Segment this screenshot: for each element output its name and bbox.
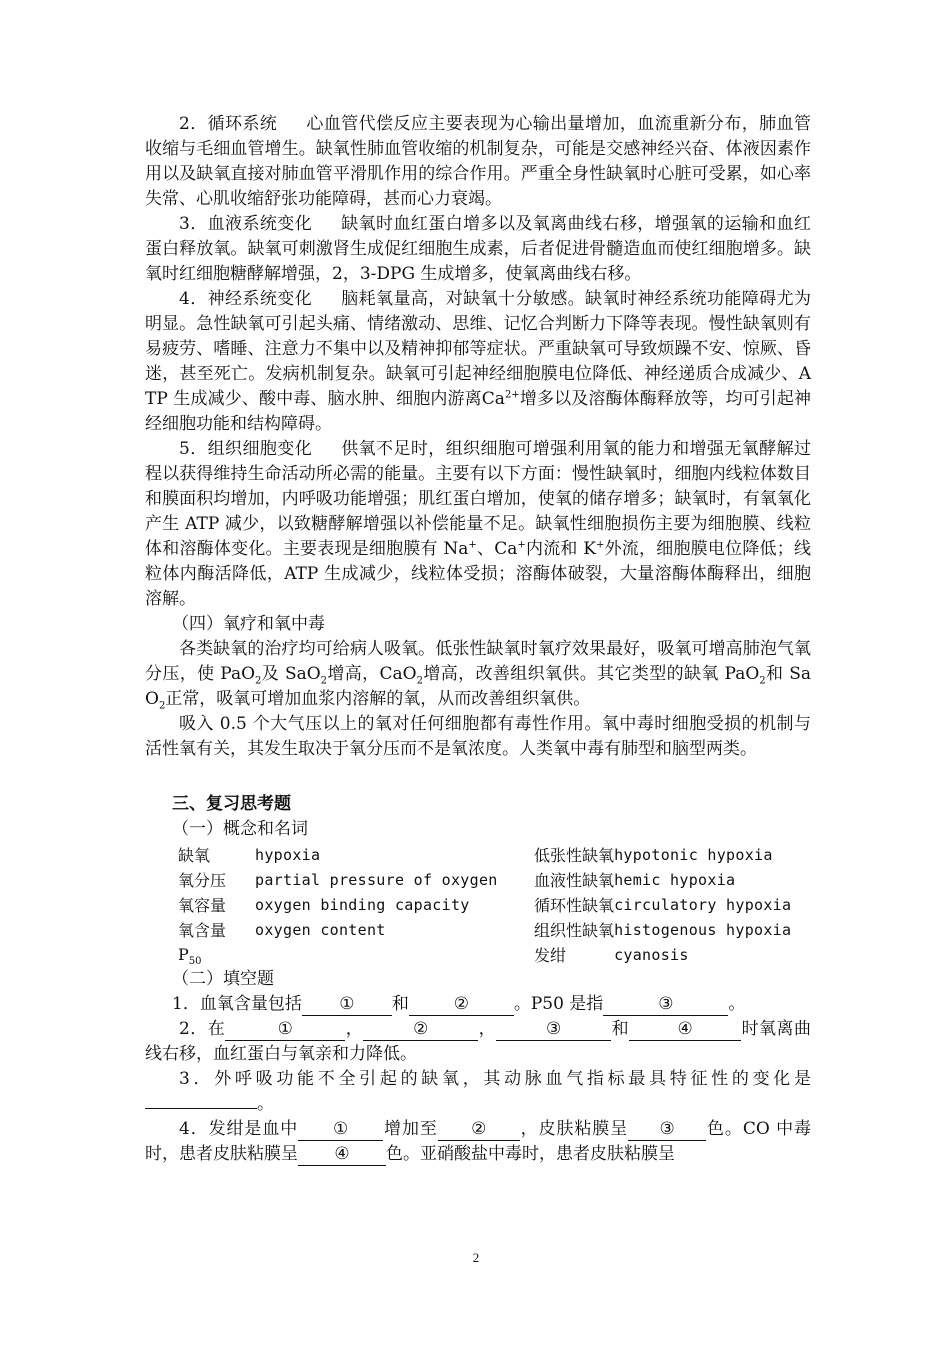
term-chinese-text: 氧容量 bbox=[178, 896, 227, 915]
term-chinese-text: 氧含量 bbox=[178, 921, 227, 940]
blank-2-3[interactable]: ③ bbox=[496, 1019, 611, 1041]
terms-table bbox=[178, 842, 818, 967]
term-english-2-text: histogenous hypoxia bbox=[614, 920, 792, 939]
term-row bbox=[178, 942, 818, 967]
calcium-charge-2: + bbox=[517, 539, 526, 551]
blank-2-1[interactable]: ① bbox=[225, 1019, 345, 1041]
term-chinese-2-text: 血液性缺氧 bbox=[534, 871, 615, 890]
q3-text-a: 3．外呼吸功能不全引起的缺氧，其动脉血气指标最具特征性的变化是 bbox=[179, 1069, 811, 1089]
blank-4-4[interactable]: ④ bbox=[298, 1144, 386, 1166]
term-chinese-text: 氧分压 bbox=[178, 871, 227, 890]
q1-text-d: 。P50 是指 bbox=[513, 994, 604, 1014]
question-2 bbox=[145, 1017, 811, 1067]
term-english-2 bbox=[614, 917, 818, 942]
oxygen-text-b: 及 SaO bbox=[261, 664, 321, 684]
term-english-text: oxygen content bbox=[255, 920, 386, 939]
blank-4-3[interactable]: ③ bbox=[628, 1119, 706, 1141]
term-chinese-2 bbox=[534, 842, 614, 867]
term-english-text: oxygen binding capacity bbox=[255, 895, 470, 914]
subscript: 2 bbox=[759, 675, 766, 687]
oxygen-therapy-paragraph bbox=[145, 637, 811, 712]
q1-text-a: 1．血氧含量包括 bbox=[172, 994, 302, 1014]
term-english bbox=[255, 892, 534, 917]
review-heading: 三、复习思考题 bbox=[172, 794, 291, 814]
blank-1-3[interactable]: ③ bbox=[603, 994, 728, 1016]
term-chinese-2 bbox=[534, 867, 614, 892]
term-chinese-2 bbox=[534, 892, 614, 917]
nervous-title: 4．神经系统变化 bbox=[179, 289, 313, 309]
nervous-paragraph bbox=[145, 287, 811, 437]
concepts-title: （一）概念和名词 bbox=[172, 819, 308, 839]
tissue-body-d: 外流，细胞膜电位降低；线粒体内酶活降低，ATP 生成减少，线粒体受损；溶酶体破裂，大量溶酶体酶释出，细胞溶解。 bbox=[145, 539, 811, 609]
oxygen-text-a: 各类缺氧的治疗均可给病人吸氧。低张性缺氧时氧疗效果最好，吸氧可增高肺泡气氧分压，使 PaO bbox=[145, 639, 811, 684]
blank-2-4[interactable]: ④ bbox=[629, 1019, 741, 1041]
term-english bbox=[255, 917, 534, 942]
term-english-2-text: cyanosis bbox=[614, 945, 689, 964]
term-english bbox=[255, 842, 534, 867]
term-english-2 bbox=[614, 867, 818, 892]
term-row bbox=[178, 917, 818, 942]
term-subscript: 50 bbox=[188, 956, 202, 968]
blank-3-1[interactable] bbox=[145, 1108, 257, 1109]
term-english-text: partial pressure of oxygen bbox=[255, 870, 498, 889]
term-chinese-2-text: 组织性缺氧 bbox=[534, 921, 615, 940]
term-chinese bbox=[178, 842, 255, 867]
subscript: 2 bbox=[255, 675, 262, 687]
q1-text-e: 。 bbox=[728, 994, 746, 1014]
term-chinese bbox=[178, 867, 255, 892]
subscript: 2 bbox=[416, 675, 423, 687]
term-english-2 bbox=[614, 842, 818, 867]
subscript: 2 bbox=[158, 700, 166, 712]
term-chinese-text: 缺氧 bbox=[178, 846, 211, 865]
q2-text-d: ， bbox=[478, 1019, 497, 1039]
term-chinese-2-text: 低张性缺氧 bbox=[534, 846, 615, 865]
oxygen-therapy-title: （四）氧疗和氧中毒 bbox=[172, 614, 325, 634]
blood-paragraph bbox=[145, 212, 811, 287]
q3-text-b: 。 bbox=[257, 1094, 274, 1114]
term-english-2 bbox=[614, 942, 818, 967]
term-english bbox=[255, 867, 534, 892]
tissue-title: 5．组织细胞变化 bbox=[179, 439, 313, 459]
term-chinese-2 bbox=[534, 942, 614, 967]
q1-text-c: 和 bbox=[391, 994, 409, 1014]
tissue-body-b: 、Ca bbox=[476, 539, 518, 559]
blood-title: 3．血液系统变化 bbox=[179, 214, 313, 234]
term-english-2 bbox=[614, 892, 818, 917]
fill-in-title: （二）填空题 bbox=[172, 969, 274, 989]
calcium-symbol: Ca bbox=[481, 389, 505, 409]
term-row bbox=[178, 892, 818, 917]
q2-text-e: 和 bbox=[611, 1019, 630, 1039]
circulatory-paragraph bbox=[145, 112, 811, 212]
oxygen-text-e: 和 SaO bbox=[145, 664, 811, 709]
term-chinese-text: P bbox=[178, 945, 189, 964]
blank-1-2[interactable]: ② bbox=[409, 994, 514, 1016]
term-chinese bbox=[178, 942, 255, 967]
term-chinese bbox=[178, 892, 255, 917]
oxygen-text-f: 正常，吸氧可增加血浆内溶解的氧，从而改善组织氧供。 bbox=[165, 689, 591, 709]
tissue-body-a: 供氧不足时，组织细胞可增强利用氧的能力和增强无氧酵解过程以获得维持生命活动所必需的能量。主要有以下方面：慢性缺氧时，细胞内线粒体数目和膜面积均增加，内呼吸功能增强；肌红蛋白增加，使氧的储存增多；缺氧时，有氧氧化产生 ATP 减少，以致糖酵解增强以补偿能量不足。缺氧性细胞损伤主要为细胞膜、线粒体和溶酶体变化。主要表现是细胞膜有 Na bbox=[145, 439, 811, 559]
q2-text-f: 时氧离曲线右移，血红蛋白与氧亲和力降低。 bbox=[145, 1019, 812, 1064]
sodium-charge: + bbox=[468, 539, 477, 551]
oxygen-toxicity-paragraph: 吸入 0.5 个大气压以上的氧对任何细胞都有毒性作用。氧中毒时细胞受损的机制与活性氧有关，其发生取决于氧分压而不是氧浓度。人类氧中毒有肺型和脑型两类。 bbox=[145, 714, 811, 759]
q4-text-d: ，皮肤粘膜呈 bbox=[519, 1119, 629, 1139]
term-english-2-text: circulatory hypoxia bbox=[614, 895, 792, 914]
term-english-2-text: hypotonic hypoxia bbox=[614, 845, 773, 864]
blank-1-1[interactable]: ① bbox=[302, 994, 392, 1016]
page-number: 2 bbox=[472, 1250, 480, 1265]
term-chinese-2-text: 循环性缺氧 bbox=[534, 896, 615, 915]
term-chinese bbox=[178, 917, 255, 942]
nervous-body-a: 脑耗氧量高，对缺氧十分敏感。缺氧时神经系统功能障碍尤为明显。急性缺氧可引起头痛、情绪激动、思维、记忆合判断力下降等表现。慢性缺氧则有易疲劳、嗜睡、注意力不集中以及精神抑郁等症状。严重缺氧可导致烦躁不安、惊厥、昏迷，甚至死亡。发病机制复杂。缺氧可引起神经细胞膜电位降低、神经递质合成减少、ATP 生成减少、酸中毒、脑水肿、细胞内游离 bbox=[145, 289, 811, 409]
calcium-charge: 2+ bbox=[504, 389, 520, 401]
term-chinese-2 bbox=[534, 917, 614, 942]
term-row bbox=[178, 867, 818, 892]
term-chinese-2-text: 发绀 bbox=[534, 946, 567, 965]
q2-text-a: 2．在 bbox=[179, 1019, 226, 1039]
question-3 bbox=[145, 1067, 811, 1117]
term-row bbox=[178, 842, 818, 867]
question-1 bbox=[145, 992, 811, 1017]
potassium-charge: + bbox=[595, 539, 605, 551]
q4-text-c: 增加至 bbox=[383, 1119, 438, 1139]
tissue-body-c: 内流和 K bbox=[525, 539, 596, 559]
term-english-text: hypoxia bbox=[255, 845, 321, 864]
q4-text-f: 色。亚硝酸盐中毒时，患者皮肤粘膜呈 bbox=[386, 1144, 675, 1164]
blank-4-2[interactable]: ② bbox=[438, 1119, 520, 1141]
q4-text-a: 4．发绀是血中 bbox=[179, 1119, 299, 1139]
q4-text-e: 色。CO 中毒时，患者皮肤粘膜呈 bbox=[145, 1119, 811, 1164]
circulatory-title: 2．循环系统 bbox=[179, 114, 278, 134]
blood-body: 缺氧时血红蛋白增多以及氧离曲线右移，增强氧的运输和血红蛋白释放氧。缺氧可刺激肾生成促红细胞生成素，后者促进骨髓造血而使红细胞增多。缺氧时红细胞糖酵解增强，2，3-DPG 生成增多，使氧离曲线右移。 bbox=[145, 214, 811, 284]
blank-2-2[interactable]: ② bbox=[363, 1019, 478, 1041]
oxygen-text-c: 增高，CaO bbox=[327, 664, 417, 684]
term-english-2-text: hemic hypoxia bbox=[614, 870, 736, 889]
oxygen-text-d: 增高，改善组织氧供。其它类型的缺氧 PaO bbox=[423, 664, 760, 684]
tissue-paragraph bbox=[145, 437, 811, 612]
circulatory-body: 心血管代偿反应主要表现为心输出量增加，血流重新分布，肺血管收缩与毛细血管增生。缺氧性肺血管收缩的机制复杂，可能是交感神经兴奋、体液因素作用以及缺氧直接对肺血管平滑肌作用的综合作用。严重全身性缺氧时心脏可受累，如心率失常、心肌收缩舒张功能障碍，甚而心力衰竭。 bbox=[145, 114, 811, 209]
q2-text-c: ， bbox=[345, 1019, 364, 1039]
question-4 bbox=[145, 1117, 811, 1167]
blank-4-1[interactable]: ① bbox=[298, 1119, 383, 1141]
subscript: 2 bbox=[320, 675, 328, 687]
document-page bbox=[145, 112, 811, 1167]
term-english bbox=[255, 942, 534, 967]
nervous-body-b: 增多以及溶酶体酶释放等，均可引起神经细胞功能和结构障碍。 bbox=[145, 389, 812, 434]
